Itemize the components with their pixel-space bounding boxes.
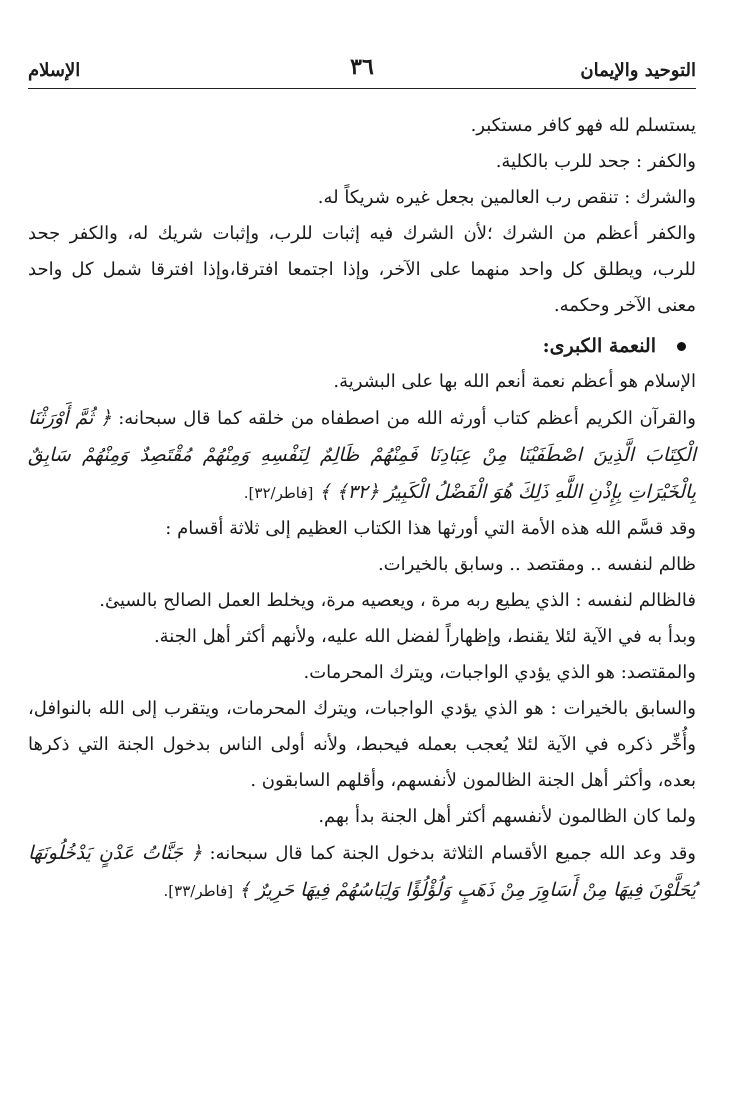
paragraph: وبدأ به في الآية لئلا يقنط، وإظهاراً لفضل الله عليه، ولأنهم أكثر أهل الجنة. <box>153 626 696 647</box>
paragraph: ولما كان الظالمون لأنفسهم أكثر أهل الجنة بدأ بهم. <box>318 806 696 827</box>
page-body <box>28 108 696 909</box>
paragraph: والمقتصد: هو الذي يؤدي الواجبات، ويترك المحرمات. <box>303 662 696 683</box>
paragraph: يستسلم لله فهو كافر مستكبر. <box>470 115 696 136</box>
page-header <box>28 54 696 89</box>
book-title: التوحيد والإيمان <box>580 60 696 81</box>
paragraph: والكفر : جحد للرب بالكلية. <box>495 151 696 172</box>
bullet-icon <box>677 342 686 351</box>
paragraph: فالظالم لنفسه : الذي يطيع ربه مرة ، ويعصيه مرة، ويخلط العمل الصالح بالسيئ. <box>99 590 696 611</box>
verse-intro: وقد وعد الله جميع الأقسام الثلاثة بدخول الجنة كما قال سبحانه: <box>209 843 696 864</box>
chapter-title: الإسلام <box>28 60 81 81</box>
paragraph: ظالم لنفسه .. ومقتصد .. وسابق بالخيرات. <box>377 554 696 575</box>
paragraph: والسابق بالخيرات : هو الذي يؤدي الواجبات، ويترك المحرمات، ويتقرب إلى الله بالنوافل، وأُخِّر ذكره في الآية لئلا يُعجب بعمله فيحبط، ولأنه أولى الناس بدخول الجنة التي ذكرها بعده، وأكثر أهل الجنة الظالمون لأنفسهم، وأقلهم السابقون . <box>28 698 696 791</box>
paragraph-with-verse <box>28 835 696 909</box>
verse-reference: [فاطر/٣٣]. <box>163 882 234 900</box>
verse-reference: [فاطر/٣٢]. <box>243 484 314 502</box>
page-number: ٣٦ <box>350 54 374 80</box>
paragraph: والكفر أعظم من الشرك ؛لأن الشرك فيه إثبات للرب، وإثبات شريك له، والكفر جحد للرب، ويطلق كل واحد منهما على الآخر، وإذا اجتمعا افترقا،وإذا افترقا شمل كل واحد معنى الآخر وحكمه. <box>28 223 696 316</box>
paragraph-with-verse <box>28 400 696 511</box>
verse-intro: والقرآن الكريم أعظم كتاب أورثه الله من اصطفاه من خلقه كما قال سبحانه: <box>118 408 696 429</box>
heading-text: النعمة الكبرى: <box>542 335 656 357</box>
paragraph: وقد قسَّم الله هذه الأمة التي أورثها هذا الكتاب العظيم إلى ثلاثة أقسام : <box>165 518 696 539</box>
paragraph: والشرك : تنقص رب العالمين بجعل غيره شريكاً له. <box>317 187 696 208</box>
quran-verse: ﴿ جَنَّاتُ عَدْنٍ يَدْخُلُونَهَا يُحَلَّوْنَ فِيهَا مِنْ أَسَاوِرَ مِنْ ذَهَبٍ وَلُؤْلُؤًا وَلِبَاسُهُمْ فِيهَا حَرِيرٌ ﴾ <box>28 842 696 901</box>
paragraph: الإسلام هو أعظم نعمة أنعم الله بها على البشرية. <box>333 371 696 392</box>
section-heading <box>28 328 696 364</box>
quran-verse: ﴿ ثُمَّ أَوْرَثْنَا الْكِتَابَ الَّذِينَ اصْطَفَيْنَا مِنْ عِبَادِنَا فَمِنْهُمْ ظَالِمٌ لِنَفْسِهِ وَمِنْهُمْ مُقْتَصِدٌ وَمِنْهُمْ سَابِقٌ بِالْخَيْرَاتِ بِإِذْنِ اللَّهِ ذَلِكَ هُوَ الْفَضْلُ الْكَبِيرُ ﴿٣٢﴾ ﴾ <box>28 407 696 503</box>
